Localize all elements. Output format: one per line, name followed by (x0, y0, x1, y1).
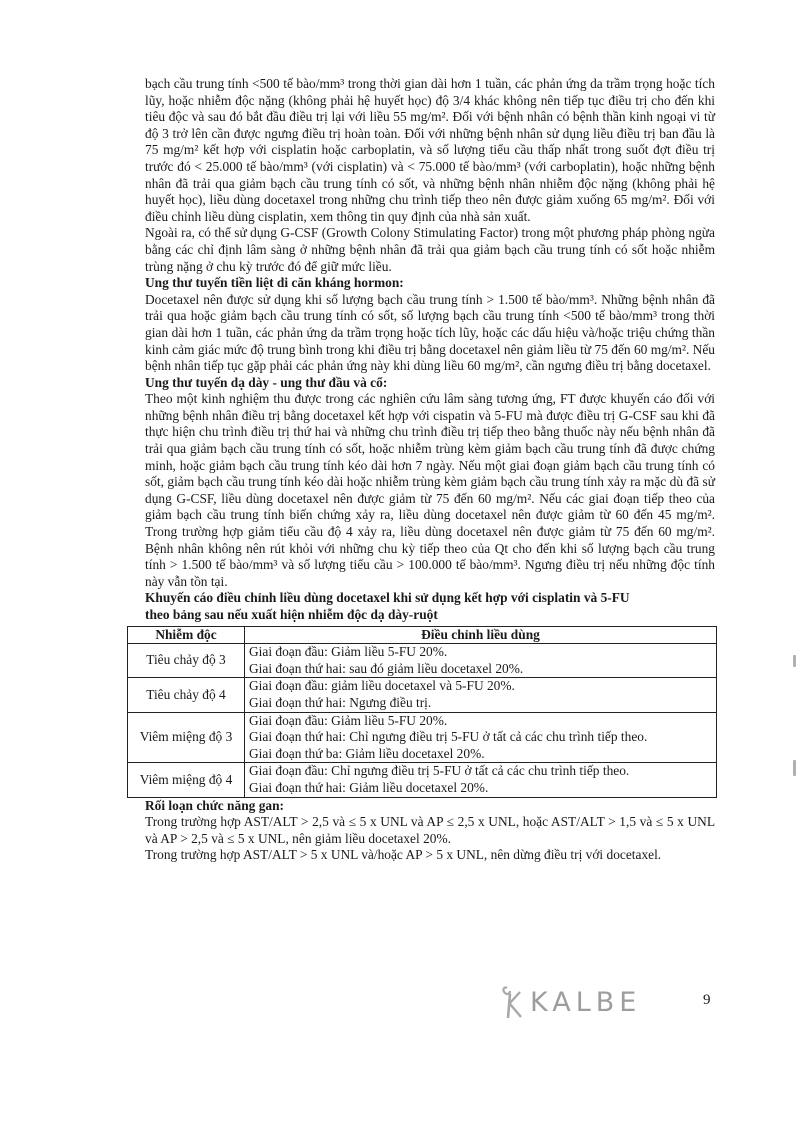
toxicity-name: Viêm miệng độ 3 (128, 712, 245, 763)
adjustment-line: Giai đoạn đầu: Chỉ ngưng điều trị 5-FU ở tất cả các chu trình tiếp theo. (249, 763, 630, 779)
adjustment-line: Giai đoạn thứ hai: Chỉ ngưng điều trị 5-FU ở tất cả các chu trình tiếp theo. (249, 729, 648, 745)
kalbe-mark-icon (498, 984, 524, 1020)
table-header-row (128, 626, 717, 644)
document-body (139, 76, 715, 864)
adjustment-line: Giai đoạn đầu: Giảm liều 5-FU 20%. (249, 644, 448, 660)
toxicity-name: Tiêu chảy độ 3 (128, 644, 245, 678)
table-title-line-1: Khuyến cáo điều chỉnh liều dùng docetaxel khi sử dụng kết hợp với cisplatin và 5-FU (145, 590, 630, 606)
scan-edge-mark (793, 760, 796, 776)
page-number: 9 (703, 992, 711, 1008)
paragraph-gastric-head-neck: Theo một kinh nghiệm thu được trong các nghiên cứu lâm sàng tương ứng, FT được khuyến cáo đối với những bệnh nhân điều trị bằng docetaxel kết hợp với cispatin và 5-FU mà được điều trị G-CSF sau khi đã thực hiện chu trình điều trị thứ hai và những chu trình điều trị tiếp theo bằng thuốc này nếu bệnh nhân đã trải qua giảm bạch cầu trung tính có sốt, hoặc nhiễm trùng kèm giảm bạch cầu trung tính đã được chứng minh, hoặc giảm bạch cầu trung tính kéo dài hơn 7 ngày. Nếu một giai đoạn giảm bạch cầu trung tính có sốt, giảm bạch cầu trung tính kéo dài hoặc nhiễm trùng kèm giảm bạch cầu trung tính xảy ra mặc dù đã sử dụng G-CSF, liều dùng docetaxel nên được giảm từ 75 đến 60 mg/m². Nếu các giai đoạn tiếp theo của giảm bạch cầu trung tính biến chứng xảy ra, liều dùng docetaxel nên được giảm từ 60 đến 45 mg/m². Trong trường hợp giảm tiểu cầu độ 4 xảy ra, liều dùng docetaxel nên được giảm từ 75 đến 60 mg/m². Bệnh nhân không nên rút khỏi với những chu kỳ tiếp theo của Qt cho đến khi số lượng bạch cầu trung tính > 1.500 tế bào/mm³ và số lượng tiểu cầu > 100.000 tế bào/mm³. Ngưng điều trị nếu những độc tính này vẫn tồn tại. (145, 391, 715, 589)
table-row (128, 644, 717, 678)
adjustment-line: Giai đoạn thứ hai: Giảm liều docetaxel 20%. (249, 779, 489, 795)
adjustment-line: Giai đoạn đầu: Giảm liều 5-FU 20%. (249, 712, 448, 728)
adjustment-cell (245, 763, 717, 797)
adjustment-line: Giai đoạn đầu: giảm liều docetaxel và 5-FU 20%. (249, 678, 515, 694)
table-row (128, 712, 717, 763)
table-row (128, 678, 717, 712)
adjustment-line: Giai đoạn thứ hai: Ngưng điều trị. (249, 694, 432, 710)
header-dose-adjustment: Điều chỉnh liều dùng (245, 626, 717, 644)
table-row (128, 763, 717, 797)
adjustment-line: Giai đoạn thứ hai: sau đó giảm liều docetaxel 20%. (249, 660, 524, 676)
adjustment-line: Giai đoạn thứ ba: Giảm liều docetaxel 20%. (249, 745, 485, 761)
heading-gastric-head-neck: Ung thư tuyến dạ dày - ung thư đầu và cổ: (145, 374, 388, 390)
heading-prostate-cancer: Ung thư tuyến tiền liệt di căn kháng hormon: (145, 275, 404, 291)
kalbe-logo (498, 984, 641, 1020)
adjustment-cell (245, 644, 717, 678)
heading-liver-dysfunction: Rối loạn chức năng gan: (145, 797, 284, 813)
toxicity-name: Viêm miệng độ 4 (128, 763, 245, 797)
paragraph-prostate-cancer: Docetaxel nên được sử dụng khi số lượng bạch cầu trung tính > 1.500 tế bào/mm³. Những bệnh nhân đã trải qua hoặc giảm bạch cầu trung tính có sốt, số lượng bạch cầu trung tính <500 tế bào/mm³ trong thời gian dài hơn 1 tuần, các phản ứng da trầm trọng hoặc tích lũy, hoặc các dấu hiệu và/hoặc triệu chứng thần kinh cảm giác mức độ trung bình trong khi điều trị bằng docetaxel nên giảm liều từ 75 đến 60 mg/m². Nếu bệnh nhân tiếp tục gặp phải các phản ứng này khi dùng liều 60 mg/m², cần ngưng điều trị bằng docetaxel. (145, 291, 715, 374)
dose-adjustment-table (127, 626, 717, 798)
toxicity-name: Tiêu chảy độ 4 (128, 678, 245, 712)
table-title-line-2: theo bảng sau nếu xuất hiện nhiễm độc dạ dày-ruột (145, 607, 438, 622)
scan-edge-mark (793, 655, 796, 667)
header-toxicity: Nhiễm độc (128, 626, 245, 644)
paragraph-dose-adjustment: bạch cầu trung tính <500 tế bào/mm³ trong thời gian dài hơn 1 tuần, các phản ứng da trầm trọng hoặc tích lũy, hoặc nhiễm độc nặng (không phải hệ huyết học) độ 3/4 khác không nên tiếp tục điều trị cho đến khi tiêu độc và sau đó bắt đầu điều trị lại với liều 55 mg/m². Đối với bệnh nhân có bệnh thần kinh ngoại vi từ độ 3 trở lên cần được ngưng điều trị hoàn toàn. Đối với những bệnh nhân sử dụng liều điều trị ban đầu là 75 mg/m² kết hợp với cisplatin hoặc carboplatin, và số lượng tiểu cầu thấp nhất trong suốt đợt điều trị trước đó < 25.000 tế bào/mm³ (với cisplatin) và < 75.000 tế bào/mm³ (với carboplatin), hoặc những bệnh nhân đã trải qua giảm bạch cầu trung tính có sốt, và những bệnh nhân nhiễm độc nặng (không phải hệ huyết học), liều dùng docetaxel trong những chu trình tiếp theo nên được giảm xuống 65 mg/m². Đối với điều chỉnh liều dùng cisplatin, xem thông tin quy định của nhà sản xuất. (145, 76, 715, 224)
adjustment-cell (245, 678, 717, 712)
paragraph-liver-2: Trong trường hợp AST/ALT > 5 x UNL và/hoặc AP > 5 x UNL, nên dừng điều trị với docetaxel. (145, 847, 662, 863)
logo-text: KALBE (530, 986, 642, 1018)
paragraph-liver-1: Trong trường hợp AST/ALT > 2,5 và ≤ 5 x UNL và AP ≤ 2,5 x UNL, hoặc AST/ALT > 1,5 và ≤ 5 x UNL và AP > 2,5 và ≤ 5 x UNL, nên giảm liều docetaxel 20%. (145, 814, 715, 846)
adjustment-cell (245, 712, 717, 763)
paragraph-gcsf: Ngoài ra, có thể sử dụng G-CSF (Growth Colony Stimulating Factor) trong một phương pháp phòng ngừa bằng các chỉ định lâm sàng ở những bệnh nhân đã trải qua giảm bạch cầu trung tính có sốt hoặc nhiễm trùng nặng ở chu kỳ trước đó để giữ mức liều. (145, 225, 715, 274)
